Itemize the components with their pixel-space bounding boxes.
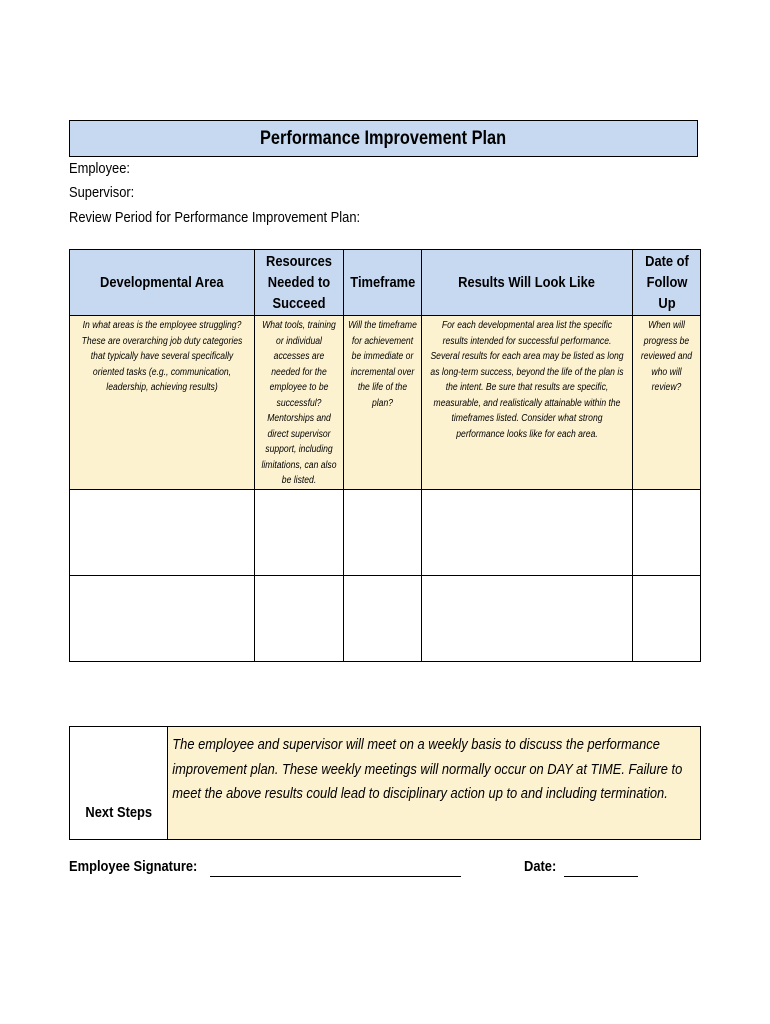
table-row bbox=[70, 576, 701, 662]
follow-up-date-cell[interactable] bbox=[633, 576, 701, 662]
development-plan-table bbox=[69, 249, 701, 662]
results-cell[interactable] bbox=[422, 576, 633, 662]
next-steps-label: Next Steps bbox=[70, 727, 168, 840]
table-guidance-row bbox=[70, 316, 701, 490]
developmental-area-cell[interactable] bbox=[70, 490, 255, 576]
header-results: Results Will Look Like bbox=[422, 250, 633, 316]
date-line[interactable] bbox=[564, 876, 638, 877]
guidance-results: For each developmental area list the specific results intended for successful performance. Several results for each area may be listed as long as long-term success, beyond the life of the plan is the intent. Be sure that results are specific, measurable, and realistically attainable within the timeframes listed. Consider what strong performance looks like for each area. bbox=[422, 316, 633, 490]
plan-title-bar bbox=[69, 120, 698, 157]
supervisor-label: Supervisor: bbox=[69, 184, 135, 201]
next-steps-text: The employee and supervisor will meet on a weekly basis to discuss the performance improvement plan. These weekly meetings will normally occur on DAY at TIME. Failure to meet the above results could lead to disciplinary action up to and including termination. bbox=[168, 727, 701, 840]
date-label: Date: bbox=[524, 858, 557, 875]
header-follow-up-date: Date of Follow Up bbox=[633, 250, 701, 316]
follow-up-date-cell[interactable] bbox=[633, 490, 701, 576]
timeframe-cell[interactable] bbox=[344, 576, 422, 662]
resources-needed-cell[interactable] bbox=[255, 576, 344, 662]
header-developmental-area: Developmental Area bbox=[70, 250, 255, 316]
timeframe-cell[interactable] bbox=[344, 490, 422, 576]
header-timeframe: Timeframe bbox=[344, 250, 422, 316]
results-cell[interactable] bbox=[422, 490, 633, 576]
guidance-follow-up-date: When will progress be reviewed and who will review? bbox=[633, 316, 701, 490]
header-resources-needed: Resources Needed to Succeed bbox=[255, 250, 344, 316]
developmental-area-cell[interactable] bbox=[70, 576, 255, 662]
guidance-timeframe: Will the timeframe for achievement be immediate or incremental over the life of the plan? bbox=[344, 316, 422, 490]
employee-signature-line[interactable] bbox=[210, 876, 461, 877]
employee-label: Employee: bbox=[69, 160, 130, 177]
table-row bbox=[70, 490, 701, 576]
table-header-row bbox=[70, 250, 701, 316]
guidance-developmental-area: In what areas is the employee struggling? These are overarching job duty categories that typically have several specifically oriented tasks (e.g., communication, leadership, achieving results) bbox=[70, 316, 255, 490]
resources-needed-cell[interactable] bbox=[255, 490, 344, 576]
page-title: Performance Improvement Plan bbox=[260, 127, 507, 149]
next-steps-table bbox=[69, 726, 701, 840]
employee-signature-label: Employee Signature: bbox=[69, 858, 198, 875]
review-period-label: Review Period for Performance Improvement Plan: bbox=[69, 209, 361, 226]
guidance-resources-needed: What tools, training or individual accesses are needed for the employee to be successful? Mentorships and direct supervisor support, including limitations, can also be listed. bbox=[255, 316, 344, 490]
